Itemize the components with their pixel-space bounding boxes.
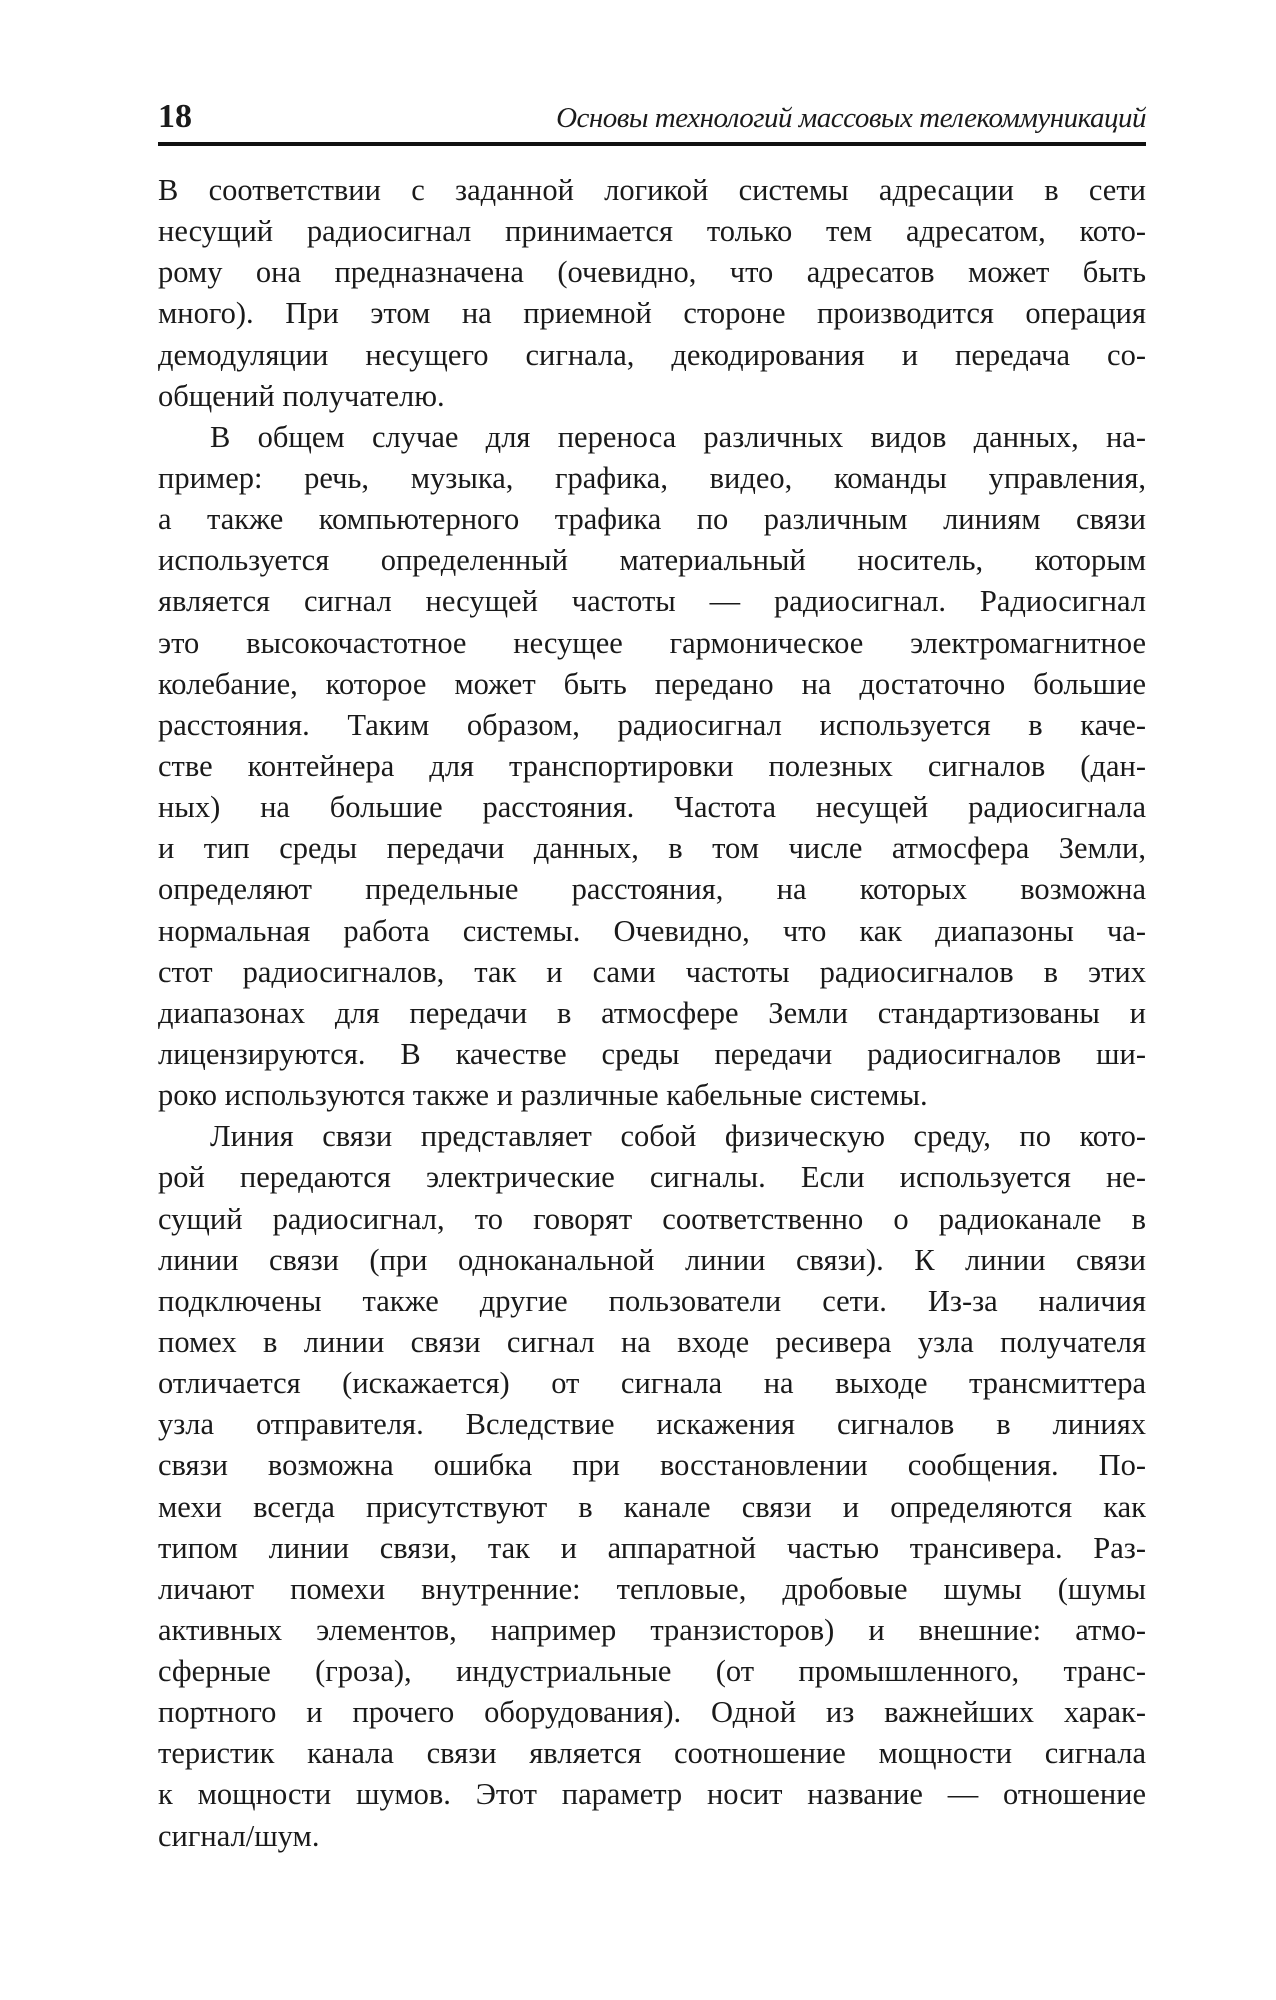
text-line: демодуляции несущего сигнала, декодирования и передача со- xyxy=(158,337,1146,372)
text-line: используется определенный материальный носитель, которым xyxy=(158,543,1146,578)
text-line: это высокочастотное несущее гармоническое электромагнитное xyxy=(158,625,1146,660)
text-line: стве контейнера для транспортировки полезных сигналов (дан- xyxy=(158,748,1146,783)
text-line: и тип среды передачи данных, в том числе атмосфера Земли, xyxy=(158,831,1146,866)
text-line: подключены также другие пользователи сети. Из-за наличия xyxy=(158,1283,1146,1318)
text-line: В соответствии с заданной логикой системы адресации в сети xyxy=(158,173,1146,207)
header-rule xyxy=(158,142,1146,146)
text-line: личают помехи внутренние: тепловые, дробовые шумы (шумы xyxy=(158,1571,1146,1606)
text-line: диапазонах для передачи в атмосфере Земли стандартизованы и xyxy=(158,995,1146,1030)
text-line: узла отправителя. Вследствие искажения сигналов в линиях xyxy=(158,1407,1146,1442)
text-line: пример: речь, музыка, графика, видео, команды управления, xyxy=(158,460,1146,495)
text-line: к мощности шумов. Этот параметр носит название — отношение xyxy=(158,1777,1146,1812)
paragraph xyxy=(158,1116,1146,1857)
paragraph xyxy=(158,417,1146,1116)
text-line: типом линии связи, так и аппаратной частью трансивера. Раз- xyxy=(158,1530,1146,1565)
text-line: активных элементов, например транзисторов) и внешние: атмо- xyxy=(158,1612,1146,1647)
text-line: сущий радиосигнал, то говорят соответственно о радиоканале в xyxy=(158,1201,1146,1236)
text-line: помех в линии связи сигнал на входе ресивера узла получателя xyxy=(158,1324,1146,1359)
text-line: линии связи (при одноканальной линии связи). К линии связи xyxy=(158,1242,1146,1277)
text-line: лицензируются. В качестве среды передачи радиосигналов ши- xyxy=(158,1036,1146,1071)
text-line: определяют предельные расстояния, на которых возможна xyxy=(158,872,1146,907)
text-line: а также компьютерного трафика по различным линиям связи xyxy=(158,502,1146,537)
text-line: несущий радиосигнал принимается только тем адресатом, кото- xyxy=(158,214,1146,249)
text-line: связи возможна ошибка при восстановлении сообщения. По- xyxy=(158,1448,1146,1483)
text-line: общений получателю. xyxy=(158,378,445,413)
text-line: рому она предназначена (очевидно, что адресатов может быть xyxy=(158,255,1146,290)
text-line: теристик канала связи является соотношение мощности сигнала xyxy=(158,1736,1146,1771)
text-line: сигнал/шум. xyxy=(158,1818,320,1853)
text-line: В общем случае для переноса различных видов данных, на- xyxy=(210,419,1146,454)
text-line: стот радиосигналов, так и сами частоты радиосигналов в этих xyxy=(158,954,1146,989)
body-text xyxy=(158,170,1146,1857)
text-line: отличается (искажается) от сигнала на выходе трансмиттера xyxy=(158,1366,1146,1401)
text-line: является сигнал несущей частоты — радиосигнал. Радиосигнал xyxy=(158,584,1146,619)
text-line: нормальная работа системы. Очевидно, что как диапазоны ча- xyxy=(158,913,1146,948)
page-header xyxy=(158,98,1146,142)
text-line: сферные (гроза), индустриальные (от промышленного, транс- xyxy=(158,1654,1146,1689)
page-number: 18 xyxy=(158,98,192,135)
paragraph xyxy=(158,170,1146,417)
text-line: колебание, которое может быть передано на достаточно большие xyxy=(158,666,1146,701)
text-line: рой передаются электрические сигналы. Если используется не- xyxy=(158,1160,1146,1195)
text-line: портного и прочего оборудования). Одной из важнейших харак- xyxy=(158,1695,1146,1730)
text-line: много). При этом на приемной стороне производится операция xyxy=(158,296,1146,331)
text-line: роко используются также и различные кабельные системы. xyxy=(158,1078,928,1113)
text-line: мехи всегда присутствуют в канале связи и определяются как xyxy=(158,1489,1146,1524)
text-line: ных) на большие расстояния. Частота несущей радиосигнала xyxy=(158,790,1146,825)
text-line: расстояния. Таким образом, радиосигнал используется в каче- xyxy=(158,707,1146,742)
running-title: Основы технологий массовых телекоммуникаций xyxy=(556,102,1146,134)
text-line: Линия связи представляет собой физическую среду, по кото- xyxy=(210,1119,1146,1154)
